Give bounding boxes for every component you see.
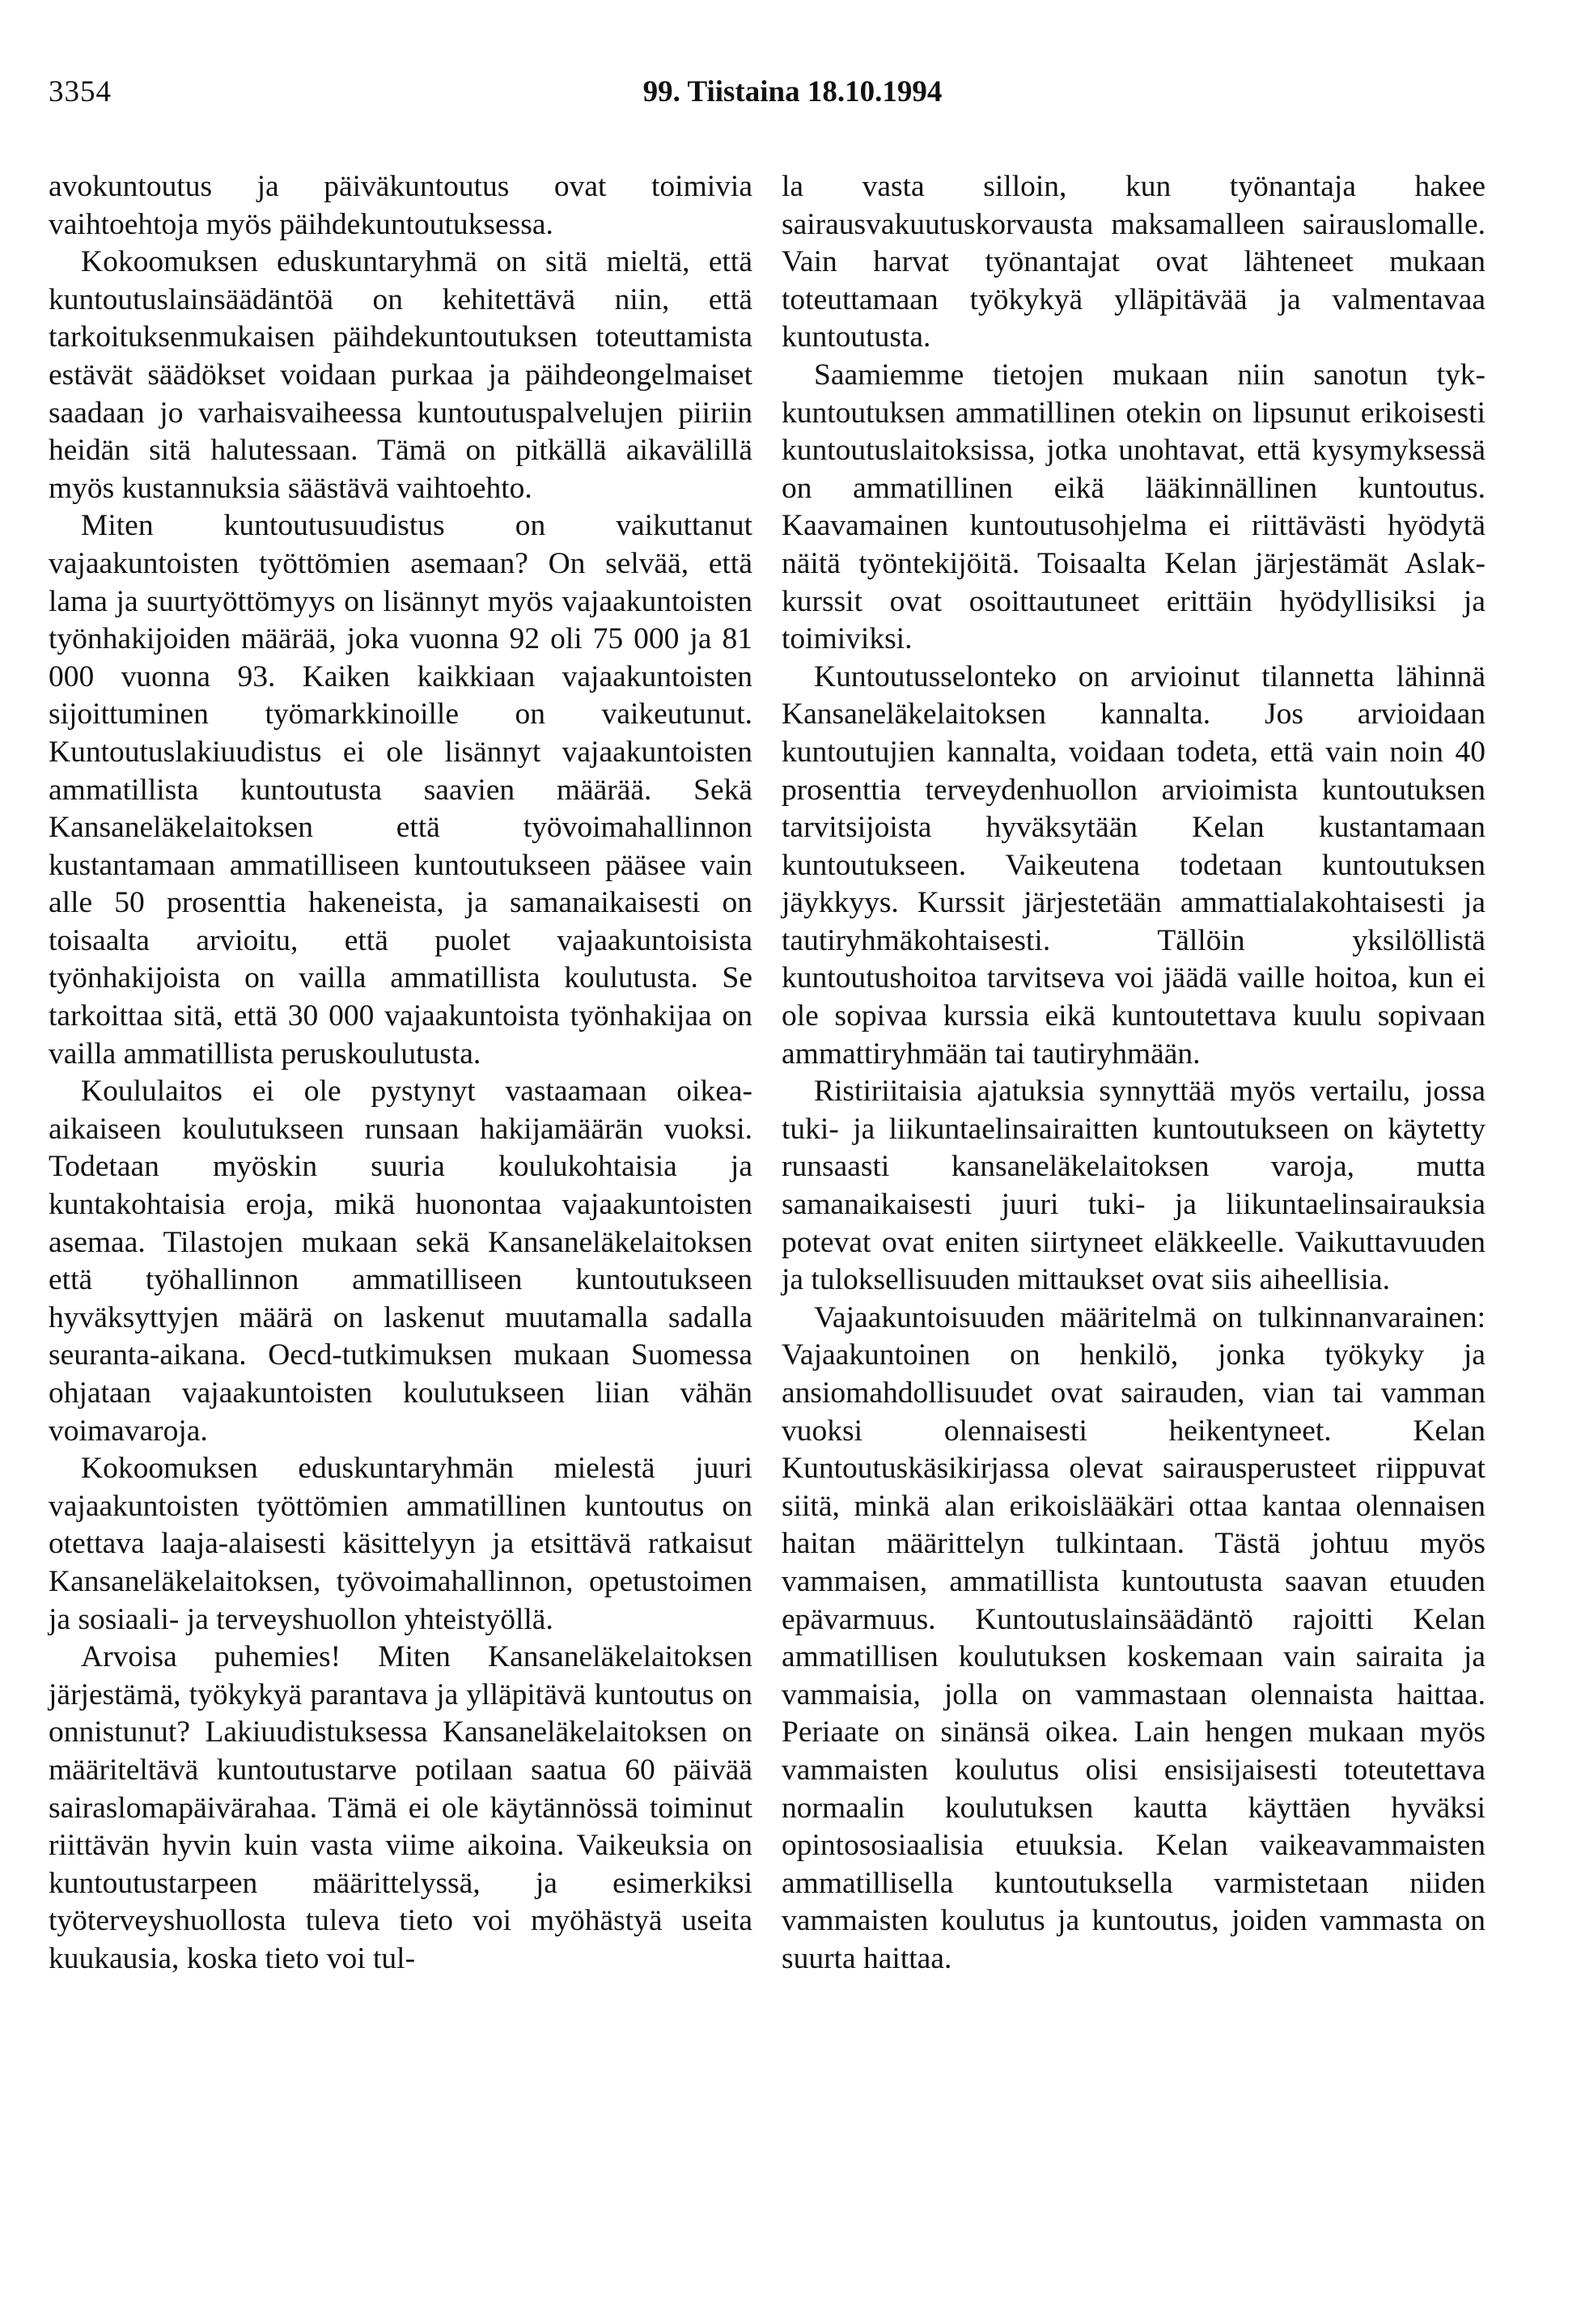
left-paragraph-6: Arvoisa puhemies! Miten Kansaneläkelaitoksen järjestämä, työkykyä parantava ja ylläpitävä kuntoutus on onnistunut? Lakiuudistuksessa Kansaneläkelaitoksen on määriteltävä kuntoutustarve potilaan saatua 60 päivää sairaslomapäivärahaa. Tämä ei ole käytännössä toiminut riittävän hyvin kuin vasta viime aikoina. Vaikeuksia on kuntoutustarpeen määrittelyssä, ja esimerkiksi työterveyshuollosta tuleva tieto voi myöhästyä useita kuukausia, koska tieto voi tul-	[49, 1640, 752, 1975]
page-header	[49, 74, 1536, 115]
left-paragraph-4: Koululaitos ei ole pystynyt vastaamaan oikea-aikaiseen koulutukseen runsaan hakijamäärän vuoksi. Todetaan myöskin suuria koulukohtaisia ja kuntakohtaisia eroja, mikä huonontaa vajaakuntoisten asemaa. Tilastojen mukaan sekä Kansaneläkelaitoksen että työhallinnon ammatilliseen kuntoutukseen hyväksyttyjen määrä on laskenut muutamalla sadalla seuranta-aikana. Oecd-tutkimuksen mukaan Suomessa ohjataan vajaakuntoisten koulutukseen liian vähän voimavaroja.	[49, 1075, 752, 1448]
right-paragraph-2: Saamiemme tietojen mukaan niin sanotun tyk-kuntoutuksen ammatillinen otekin on lipsunut erikoisesti kuntoutuslaitoksissa, jotka unohtavat, että kysymyksessä on ammatillinen eikä lääkinnällinen kuntoutus. Kaavamainen kuntoutusohjelma ei riittävästi hyödytä näitä työntekijöitä. Toisaalta Kelan järjestämät Aslak-kurssit ovat osoittautuneet erittäin hyödyllisiksi ja toimiviksi.	[782, 358, 1485, 656]
left-paragraph-1: avokuntoutus ja päiväkuntoutus ovat toimivia vaihtoehtoja myös päihdekuntoutuksessa.	[49, 170, 752, 241]
left-paragraph-2: Kokoomuksen eduskuntaryhmä on sitä mieltä, että kuntoutuslainsäädäntöä on kehitettävä niin, että tarkoituksenmukaisen päihdekuntoutuksen toteuttamista estävät säädökset voidaan purkaa ja päihdeongelmaiset saadaan jo varhaisvaiheessa kuntoutuspalvelujen piiriin heidän sitä halutessaan. Tämä on pitkällä aikavälillä myös kustannuksia säästävä vaihtoehto.	[49, 245, 752, 505]
right-paragraph-4: Ristiriitaisia ajatuksia synnyttää myös vertailu, jossa tuki- ja liikuntaelinsairaitten kuntoutukseen on käytetty runsaasti kansaneläkelaitoksen varoja, mutta samanaikaisesti juuri tuki- ja liikuntaelinsairauksia potevat ovat eniten siirtyneet eläkkeelle. Vaikuttavuuden ja tuloksellisuuden mittaukset ovat siis aiheellisia.	[782, 1075, 1485, 1297]
session-title: 99. Tiistaina 18.10.1994	[642, 75, 943, 108]
right-paragraph-3: Kuntoutusselonteko on arvioinut tilannetta lähinnä Kansaneläkelaitoksen kannalta. Jos arvioidaan kuntoutujien kannalta, voidaan todeta, että vain noin 40 prosenttia terveydenhuollon arvioimista kuntoutuksen tarvitsijoista hyväksytään Kelan kustantamaan kuntoutukseen. Vaikeutena todetaan kuntoutuksen jäykkyys. Kurssit järjestetään ammattialakohtaisesti ja tautiryhmäkohtaisesti. Tällöin yksilöllistä kuntoutushoitoa tarvitseva voi jäädä vaille hoitoa, kun ei ole sopivaa kurssia eikä kuntoutettava kuulu sopivaan ammattiryhmään tai tautiryhmään.	[782, 659, 1485, 1071]
left-column	[49, 168, 752, 1978]
left-paragraph-5: Kokoomuksen eduskuntaryhmän mielestä juuri vajaakuntoisten työttömien ammatillinen kuntoutus on otettava laaja-alaisesti käsittelyyn ja etsittävä ratkaisut Kansaneläkelaitoksen, työvoimahallinnon, opetustoimen ja sosiaali- ja terveyshuollon yhteistyöllä.	[49, 1452, 752, 1636]
right-column	[782, 168, 1485, 1978]
page-number: 3354	[49, 75, 112, 108]
right-paragraph-1: la vasta silloin, kun työnantaja hakee sairausvakuutuskorvausta maksamalleen sairauslomalle. Vain harvat työnantajat ovat lähteneet mukaan toteuttamaan työkykyä ylläpitävää ja valmentavaa kuntoutusta.	[782, 170, 1485, 354]
right-paragraph-5: Vajaakuntoisuuden määritelmä on tulkinnanvarainen: Vajaakuntoinen on henkilö, jonka työkyky ja ansiomahdollisuudet ovat sairauden, vian tai vamman vuoksi olennaisesti heikentyneet. Kelan Kuntoutuskäsikirjassa olevat sairausperusteet riippuvat siitä, minkä alan erikoislääkäri ottaa kantaa olennaisen haitan määrittelyn tulkintaan. Tästä johtuu myös vammaisen, ammatillista kuntoutusta saavan etuuden epävarmuus. Kuntoutuslainsäädäntö rajoitti Kelan ammatillisen koulutuksen koskemaan vain sairaita ja vammaisia, jolla on vammastaan olennaista haittaa. Periaate on sinänsä oikea. Lain hengen mukaan myös vammaisten koulutus olisi ensisijaisesti toteutettava normaalin koulutuksen kautta käyttäen hyväksi opintososiaalisia etuuksia. Kelan vaikeavammaisten ammatillisella kuntoutuksella varmistetaan niiden vammaisten koulutus ja kuntoutus, joiden vammasta on suurta haittaa.	[782, 1300, 1485, 1975]
left-paragraph-3: Miten kuntoutusuudistus on vaikuttanut vajaakuntoisten työttömien asemaan? On selvää, että lama ja suurtyöttömyys on lisännyt myös vajaakuntoisten työnhakijoiden määrää, joka vuonna 92 oli 75 000 ja 81 000 vuonna 93. Kaiken kaikkiaan vajaakuntoisten sijoittuminen työmarkkinoille on vaikeutunut. Kuntoutuslakiuudistus ei ole lisännyt vajaakuntoisten ammatillista kuntoutusta saavien määrää. Sekä Kansaneläkelaitoksen että työvoimahallinnon kustantamaan ammatilliseen kuntoutukseen pääsee vain alle 50 prosenttia hakeneista, ja samanaikaisesti on toisaalta arvioitu, että puolet vajaakuntoisista työnhakijoista on vailla ammatillista koulutusta. Se tarkoittaa sitä, että 30 000 vajaakuntoista työnhakijaa on vailla ammatillista peruskoulutusta.	[49, 509, 752, 1071]
